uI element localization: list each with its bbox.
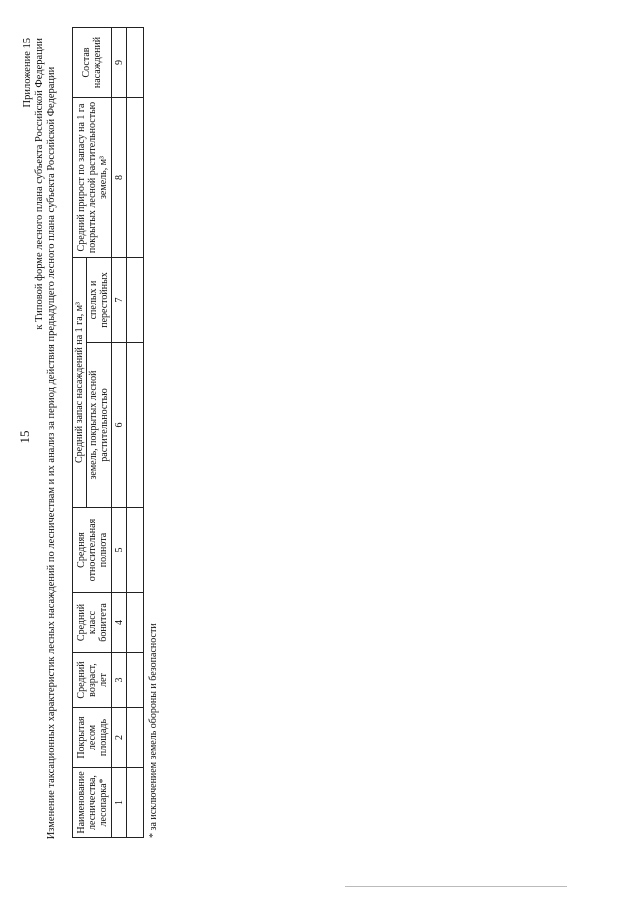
column-number: 9 — [112, 27, 127, 97]
col-header-forestry: Наименование лесничества, лесопарка* — [73, 768, 112, 838]
rotated-page-content — [22, 18, 172, 878]
column-number: 6 — [112, 343, 127, 508]
col-header-stock-forested-land: земель, покрытых лесной растительностью — [87, 343, 112, 508]
col-header-stand-composition: Состав насаждений — [73, 27, 112, 97]
page-number: 15 — [17, 430, 32, 444]
header-row-1 — [73, 27, 87, 837]
table-cell — [127, 257, 144, 342]
col-header-average-age: Средний возраст, лет — [73, 653, 112, 708]
col-header-forested-area: Покрытая лесом площадь — [73, 708, 112, 768]
table-cell — [127, 593, 144, 653]
forest-characteristics-table — [72, 27, 144, 838]
column-number: 2 — [112, 708, 127, 768]
table-cell — [127, 97, 144, 257]
footnote: * за исключением земель обороны и безопасности — [148, 623, 159, 838]
column-number: 7 — [112, 257, 127, 342]
table-cell — [127, 708, 144, 768]
column-number: 8 — [112, 97, 127, 257]
col-header-stock-mature: спелых и перестойных — [87, 257, 112, 342]
table-cell — [127, 27, 144, 97]
table-cell — [127, 653, 144, 708]
appendix-reference: к Типовой форме лесного плана субъекта Российской Федерации — [34, 38, 45, 330]
column-number: 1 — [112, 768, 127, 838]
scan-edge-line — [345, 886, 567, 887]
table-cell — [127, 508, 144, 593]
table-cell — [127, 768, 144, 838]
col-header-average-growth: Средний прирост по запасу на 1 га покрытых лесной растительностью земель, м³ — [73, 97, 112, 257]
appendix-number: Приложение 15 — [22, 38, 33, 108]
appendix-caption — [22, 38, 46, 330]
col-header-bonitet-class: Средний класс бонитета — [73, 593, 112, 653]
column-number: 3 — [112, 653, 127, 708]
table-title — [46, 28, 58, 878]
column-number: 5 — [112, 508, 127, 593]
table-title-line: Изменение таксационных характеристик лесных насаждений по лесничествам и их анализ за период действия предыдущего лесного плана субъекта Российской Федерации — [46, 66, 57, 840]
column-number-row — [112, 27, 127, 837]
table-row — [127, 27, 144, 837]
table-cell — [127, 343, 144, 508]
col-header-average-stock-group: Средний запас насаждений на 1 га, м³ — [73, 257, 87, 507]
column-number: 4 — [112, 593, 127, 653]
col-header-relative-density: Средняя относительная полнота — [73, 508, 112, 593]
